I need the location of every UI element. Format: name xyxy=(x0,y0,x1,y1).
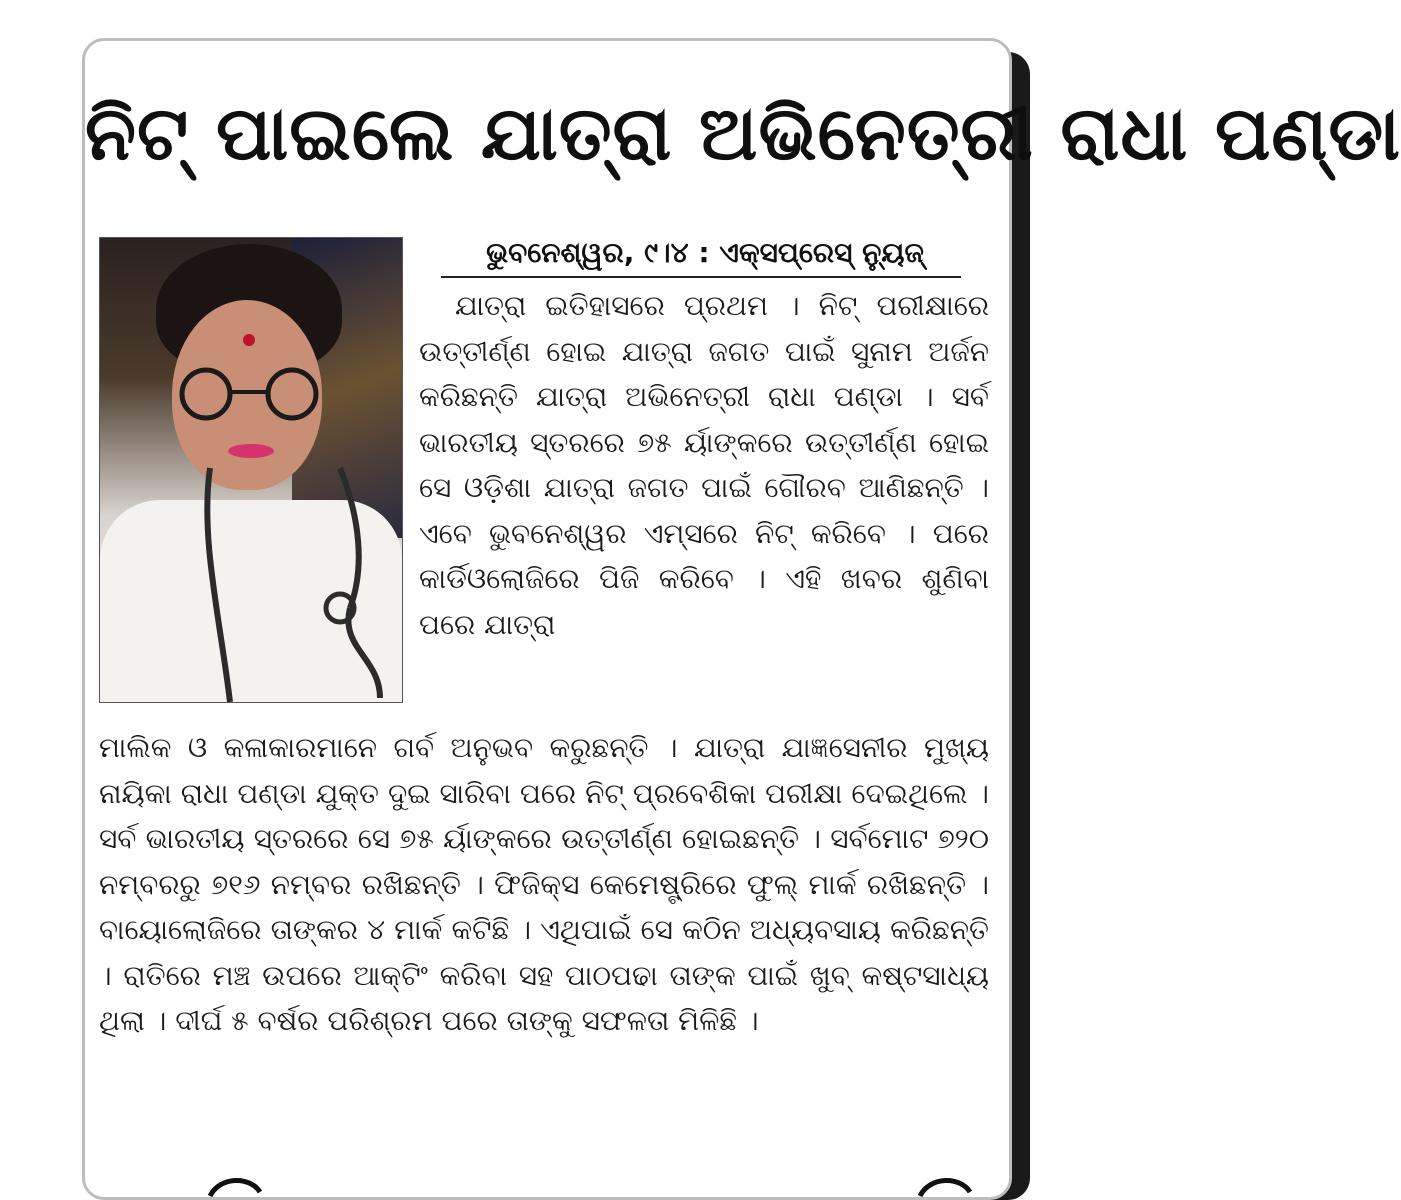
portrait-photo xyxy=(99,237,403,703)
cropped-text-marks xyxy=(100,1168,1000,1200)
article-body-full-width: ମାଲିକ ଓ କଳାକାରମାନେ ଗର୍ବ ଅନୁଭବ କରୁଛନ୍ତି । ଯାତ୍ରା ଯାଜ୍ଞସେନୀର ମୁଖ୍ୟ ନାୟିକା ରାଧା ପଣ୍ଡା ଯୁକ୍ତ ଦୁଇ ସାରିବା ପରେ ନିଟ୍ ପ୍ରବେଶିକା ପରୀକ୍ଷା ଦେଇଥିଲେ । ସର୍ବ ଭାରତୀୟ ସ୍ତରରେ ସେ ୭୫ ର୍ୟାଙ୍କରେ ଉତ୍ତୀର୍ଣ୍ଣ ହୋଇଛନ୍ତି । ସର୍ବମୋଟ ୭୨୦ ନମ୍ବରରୁ ୭୧୬ ନମ୍ବର ରଖିଛନ୍ତି । ଫିଜିକ୍ସ କେମେଷ୍ଟ୍ରିରେ ଫୁଲ୍ ମାର୍କ ରଖିଛନ୍ତି । ବାୟୋଲୋଜିରେ ତାଙ୍କର ୪ ମାର୍କ କଟିଛି । ଏଥିପାଇଁ ସେ କଠିନ ଅଧ୍ୟବସାୟ କରିଛନ୍ତି । ରାତିରେ ମଞ୍ଚ ଉପରେ ଆକ୍ଟିଂ କରିବା ସହ ପାଠପଢା ତାଙ୍କ ପାଇଁ ଖୁବ୍ କଷ୍ଟସାଧ୍ୟ ଥିଲା । ଦୀର୍ଘ ୫ ବର୍ଷର ପରିଶ୍ରମ ପରେ ତାଙ୍କୁ ସଫଳତା ମିଳିଛି । xyxy=(99,731,989,1037)
headline: ନିଟ୍ ପାଇଲେ ଯାତ୍ରା ଅଭିନେତ୍ରୀ ରାଧା ପଣ୍ଡା xyxy=(85,91,1401,177)
article-body-column: ଯାତ୍ରା ଇତିହାସରେ ପ୍ରଥମ । ନିଟ୍ ପରୀକ୍ଷାରେ ଉତ୍ତୀର୍ଣ୍ଣ ହୋଇ ଯାତ୍ରା ଜଗତ ପାଇଁ ସୁନାମ ଅର୍ଜନ କରିଛନ୍ତି ଯାତ୍ରା ଅଭିନେତ୍ରୀ ରାଧା ପଣ୍ଡା । ସର୍ବ ଭାରତୀୟ ସ୍ତରରେ ୭୫ ର୍ୟାଙ୍କରେ ଉତ୍ତୀର୍ଣ୍ଣ ହୋଇ ସେ ଓଡ଼ିଶା ଯାତ୍ରା ଜଗତ ପାଇଁ ଗୌରବ ଆଣିଛନ୍ତି । ଏବେ ଭୁବନେଶ୍ୱର ଏମ୍ସରେ ନିଟ୍ କରିବେ । ପରେ କାର୍ଡିଓଲୋଜିରେ ପିଜି କରିବେ । ଏହି ଖବର ଶୁଣିବା ପରେ ଯାତ୍ରା xyxy=(419,289,989,641)
photo-lips xyxy=(228,444,274,458)
byline-underline xyxy=(441,276,961,278)
photo-bindi xyxy=(243,334,255,346)
clipping-box xyxy=(82,38,1401,1200)
stethoscope-icon xyxy=(190,458,390,702)
byline: ଭୁବନେଶ୍ୱର, ୯।୪ : ଏକ୍ସପ୍ରେସ୍ ନ୍ୟୁଜ୍ xyxy=(486,236,924,269)
glasses-icon xyxy=(164,368,334,420)
